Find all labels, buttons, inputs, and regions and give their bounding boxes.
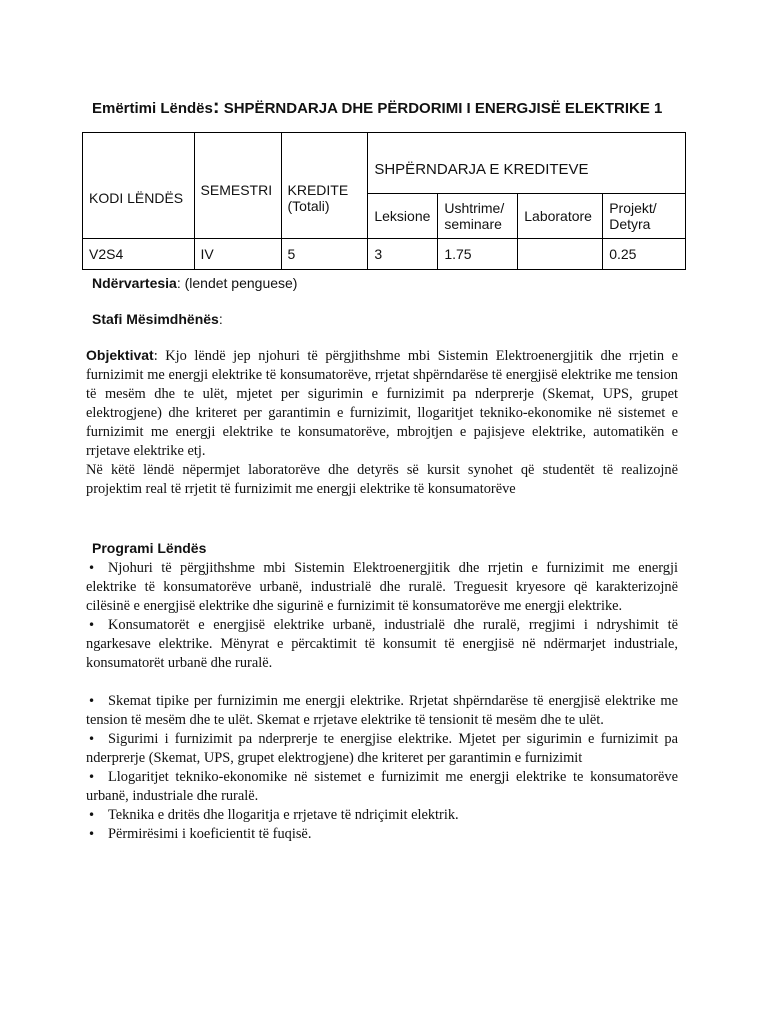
bullet-icon: • xyxy=(88,618,96,632)
cell-laboratore xyxy=(518,239,603,270)
course-title-label: Emërtimi Lëndës xyxy=(92,100,213,117)
program-title: Programi Lëndës xyxy=(92,540,207,556)
list-item-text: Teknika e dritës dhe llogaritja e rrjetave të ndriçimit elektrik. xyxy=(108,807,459,823)
cell-kodi: V2S4 xyxy=(83,239,195,270)
bullet-icon: • xyxy=(88,770,96,784)
objective-section xyxy=(86,346,678,499)
cell-kredite: 5 xyxy=(281,239,368,270)
list-item xyxy=(86,692,678,730)
table-row xyxy=(83,239,686,270)
list-item-text: Njohuri të përgjithshme mbi Sistemin Elektroenergjitik dhe rrjetin e furnizimit me energji elektrike të konsumatorëve urbanë, industrialë dhe ruralë. Treguesit kryesore që karakterizojnë cilësinë e energjisë elektrike dhe sigurinë e furnizimit të konsumatorëve me energji elektrike. xyxy=(86,560,678,614)
cell-ushtrime: 1.75 xyxy=(438,239,518,270)
header-projekt: Projekt/ Detyra xyxy=(603,194,686,239)
objective-label: Objektivat xyxy=(86,347,154,363)
staff-line xyxy=(92,311,223,327)
list-item-text: Përmirësimi i koeficientit të fuqisë. xyxy=(108,826,312,842)
list-item xyxy=(86,559,678,616)
objective-paragraph xyxy=(86,346,678,461)
objective-text-2: Në këtë lëndë nëpermjet laboratorëve dhe detyrës së kursit synohet që studentët të realizojnë projektim real të rrjetit të furnizimit me energji elektrike të konsumatorëve xyxy=(86,462,678,497)
list-item xyxy=(86,806,678,825)
objective-text-1: : Kjo lëndë jep njohuri të përgjithshme mbi Sistemin Elektroenergjitik dhe rrjetin e furnizimit me energji elektrike të konsumatorëve, rrjetat shpërndarëse të energjisë elektrike me tension të mesëm dhe te ulët, mjetet per sigurimin e furnizimit pa nderprerje (Skemat, UPS, grupet elektrogjene) dhe kriteret per garantimin e furnizimit, llogaritjet tekniko-ekonomike në sistemet e furnizimit me energji elektrike te konsumatorëve, mbrojtjen e pajisjeve elektrike, automatikën e rrjetave elektrike etj. xyxy=(86,348,678,459)
list-item xyxy=(86,730,678,768)
header-leksione: Leksione xyxy=(368,194,438,239)
header-semestri: SEMESTRI xyxy=(194,133,281,239)
list-item xyxy=(86,825,678,844)
cell-projekt: 0.25 xyxy=(603,239,686,270)
header-kredite: KREDITE (Totali) xyxy=(281,133,368,239)
list-item xyxy=(86,768,678,806)
bullet-icon: • xyxy=(88,808,96,822)
header-shperndarja: SHPËRNDARJA E KREDITEVE xyxy=(368,133,686,194)
bullet-icon: • xyxy=(88,827,96,841)
header-ushtrime: Ushtrime/ seminare xyxy=(438,194,518,239)
dependency-line xyxy=(92,275,297,291)
course-title-colon: : xyxy=(212,96,220,118)
cell-semestri: IV xyxy=(194,239,281,270)
dependency-label: Ndërvartesia xyxy=(92,275,177,291)
list-item-text: Sigurimi i furnizimit pa nderprerje te energjise elektrike. Mjetet per sigurimin e furnizimit pa nderprerje (Skemat, UPS, grupet elektrogjene) dhe kriteret per garantimin e furnizimit xyxy=(86,731,678,766)
bullet-icon: • xyxy=(88,561,96,575)
staff-colon: : xyxy=(218,311,223,327)
course-title xyxy=(92,96,662,119)
credits-table xyxy=(82,132,686,270)
list-item-text: Llogaritjet tekniko-ekonomike në sistemet e furnizimit me energji elektrike te konsumatorëve urbanë, industriale dhe ruralë. xyxy=(86,769,678,804)
course-title-name: SHPËRNDARJA DHE PËRDORIMI I ENERGJISË ELEKTRIKE 1 xyxy=(223,100,663,117)
bullet-icon: • xyxy=(88,732,96,746)
dependency-value: : (lendet penguese) xyxy=(176,275,298,291)
staff-label: Stafi Mësimdhënës xyxy=(92,311,219,327)
program-list xyxy=(86,559,678,844)
cell-leksione: 3 xyxy=(368,239,438,270)
list-item-text: Konsumatorët e energjisë elektrike urbanë, industrialë dhe ruralë, rregjimi i ndryshimit të ngarkesave elektrike. Mënyrat e përcaktimit të konsumit të energjisë në ndërmarjet industriale, konsumatorët urbanë dhe ruralë. xyxy=(86,617,678,671)
bullet-icon: • xyxy=(88,694,96,708)
header-laboratore: Laboratore xyxy=(518,194,603,239)
table-header-row xyxy=(83,133,686,194)
list-item xyxy=(86,616,678,673)
header-kodi: KODI LËNDËS xyxy=(83,133,195,239)
list-item-text: Skemat tipike per furnizimin me energji elektrike. Rrjetat shpërndarëse të energjisë elektrike me tension të mesëm dhe te ulët. Skemat e rrjetave elektrike të tensionit të mesëm dhe te ulët. xyxy=(86,693,678,728)
